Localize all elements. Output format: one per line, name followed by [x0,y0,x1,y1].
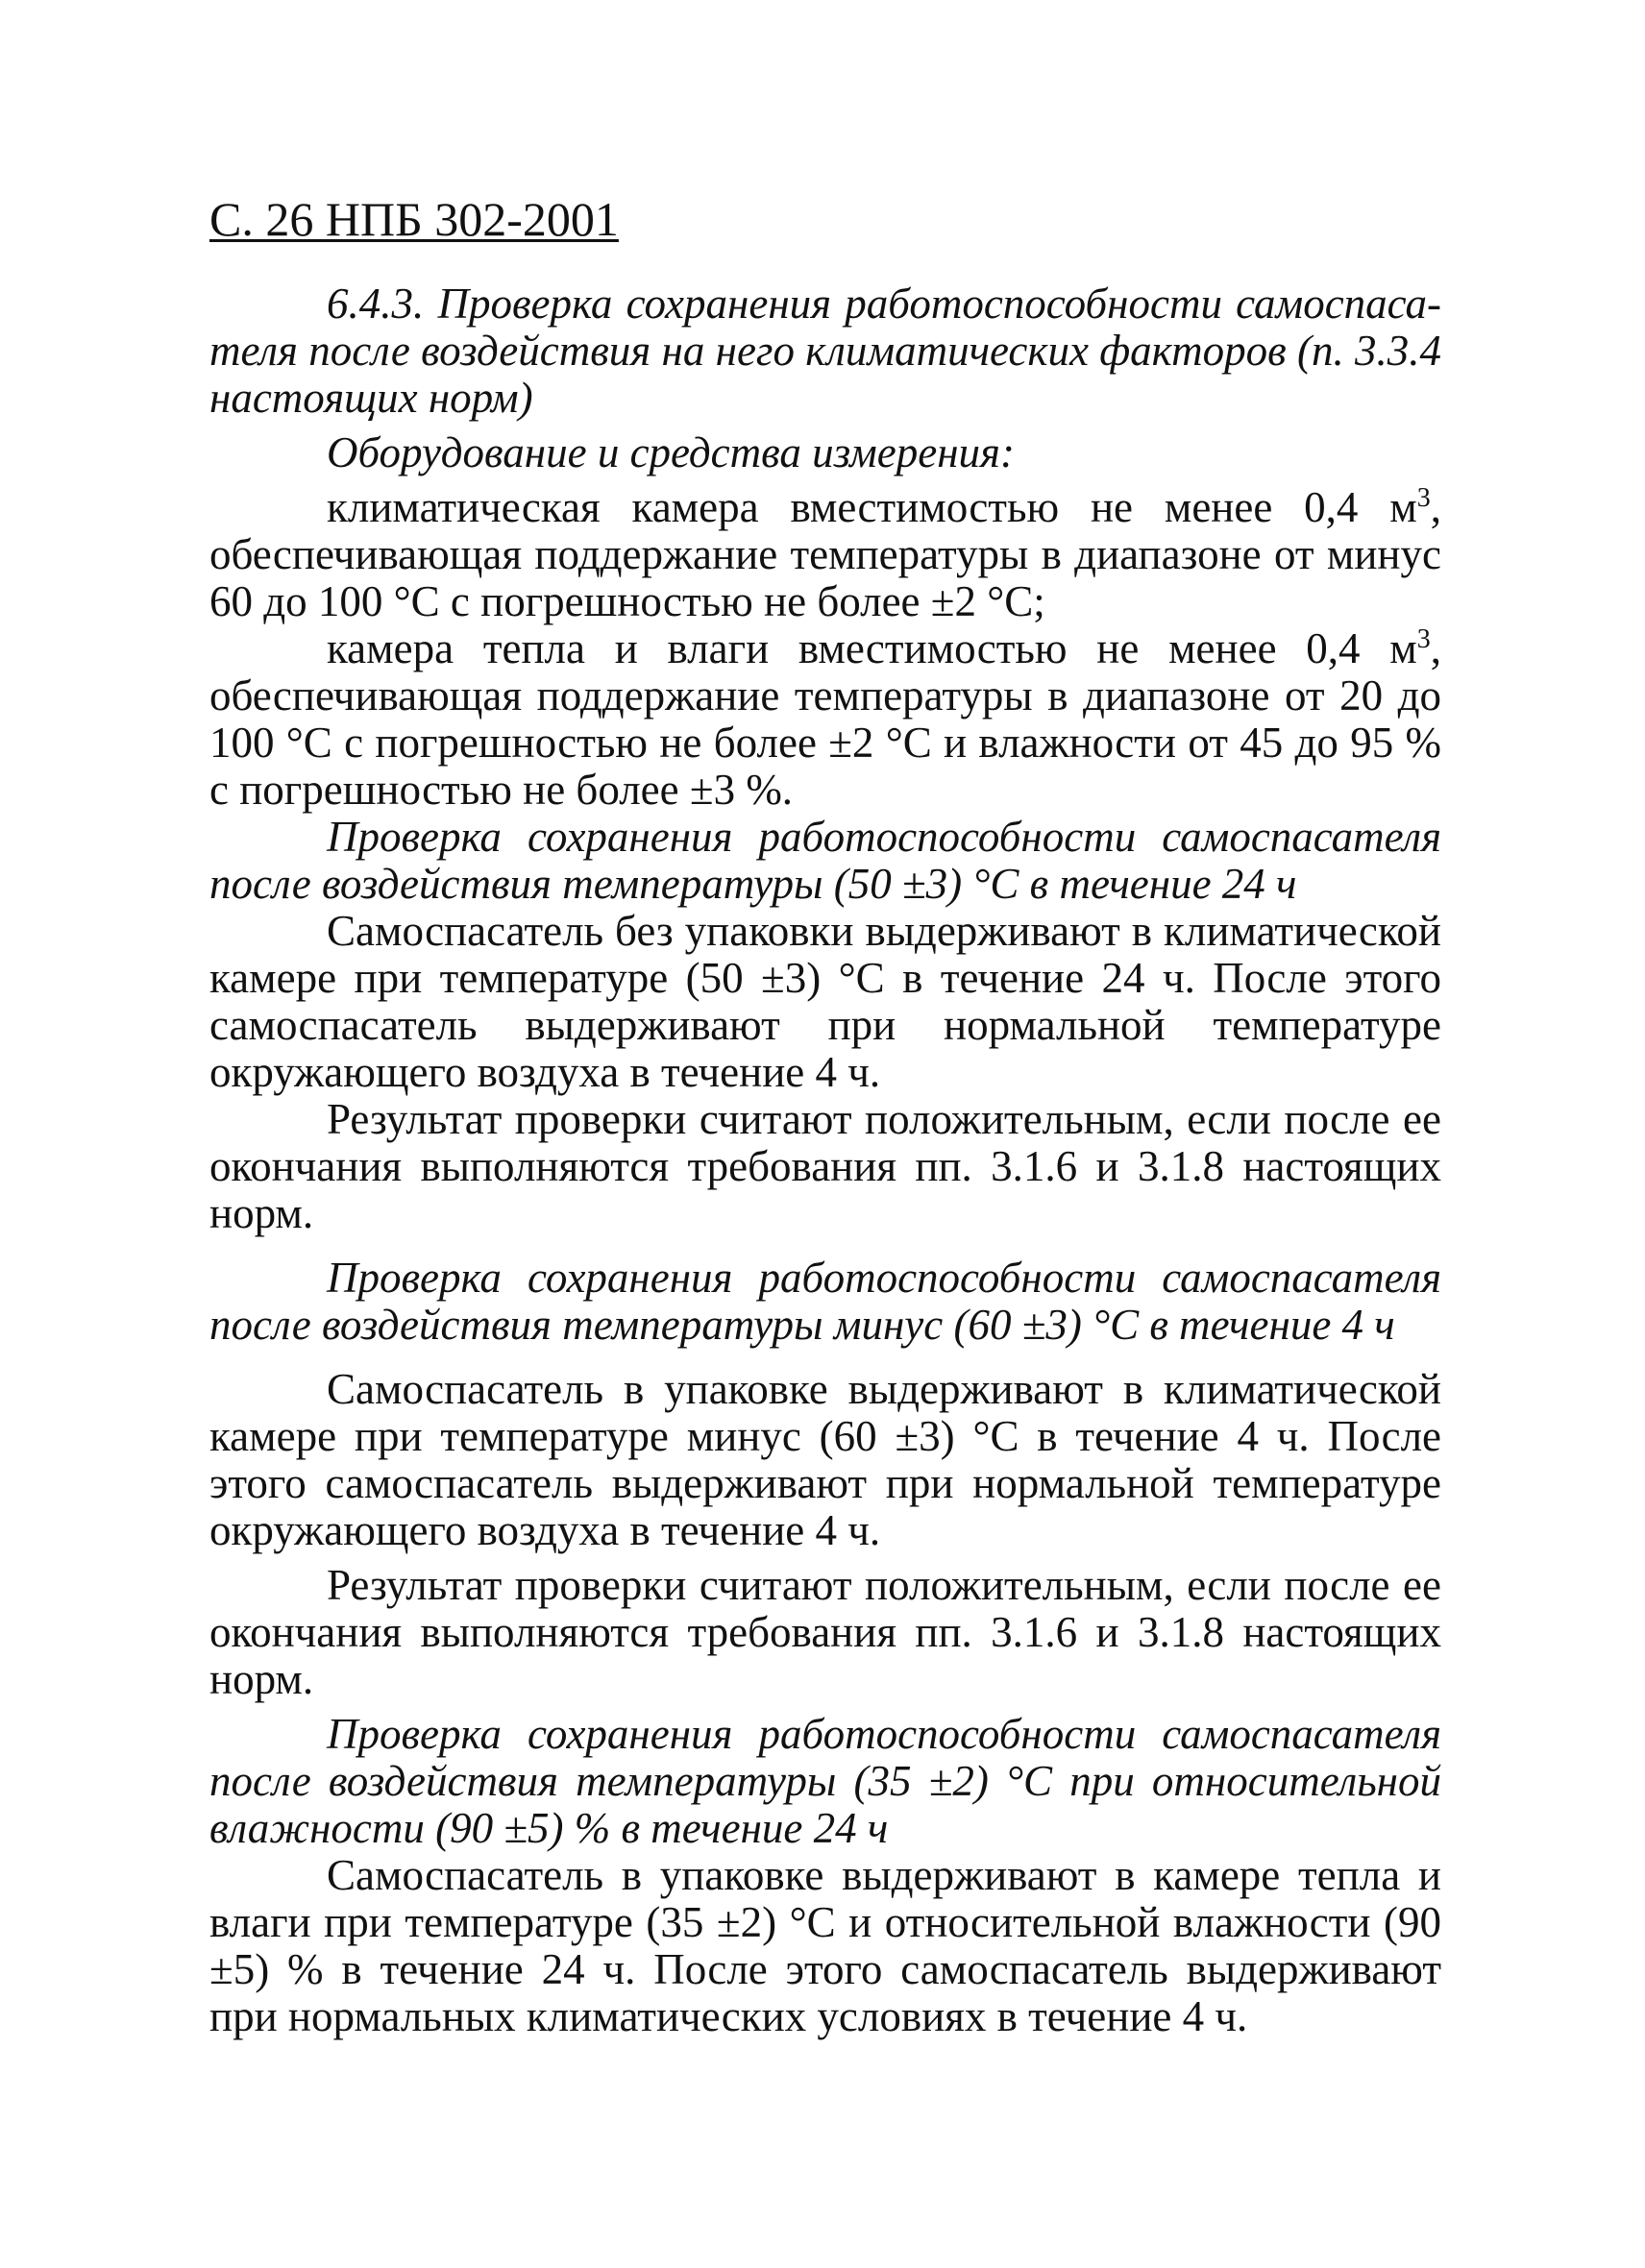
equipment-item-tail: , обеспечивающая поддержание температуры в диапазоне от минус 60 до 100 °С с погрешностью не более ±2 °С; [209,483,1441,625]
superscript: 3 [1416,483,1431,513]
test-title: Проверка сохранения работоспособности самоспасателя после воздействия температуры (50 ±3) °С в течение 24 ч [209,813,1441,908]
superscript: 3 [1416,624,1431,654]
section-title: 6.4.3. Проверка сохранения работоспособности самоспасателя после воздействия на него климатических факторов (п. 3.3.4 настоящих норм) [209,280,1441,422]
equipment-item-text: климатическая камера вместимостью не менее 0,4 м [327,483,1417,531]
equipment-item-tail: , обеспечивающая поддержание температуры в диапазоне от 20 до 100 °С с погрешностью не более ±2 °С и влажности от 45 до 95 % с погрешностью не более ±3 %. [209,624,1441,814]
page-header: С. 26 НПБ 302-2001 [209,192,619,246]
page-content [209,280,1441,2040]
test-title: Проверка сохранения работоспособности самоспасателя после воздействия температуры (35 ±2) °С при относительной влажности (90 ±5) % в течение 24 ч [209,1710,1441,1852]
test-procedure: Самоспасатель в упаковке выдерживают в климатической камере при температуре минус (60 ±3) °С в течение 4 ч. После этого самоспасатель выдерживают при нормальной температуре окружающего воздуха в течение 4 ч. [209,1365,1441,1554]
test-procedure: Самоспасатель в упаковке выдерживают в камере тепла и влаги при температуре (35 ±2) °С и относительной влажности (90 ±5) % в течение 24 ч. После этого самоспасатель выдерживают при нормальных климатических условиях в течение 4 ч. [209,1851,1441,2040]
equipment-item [209,625,1441,814]
equipment-item [209,484,1441,625]
test-title: Проверка сохранения работоспособности самоспасателя после воздействия температуры минус (60 ±3) °С в течение 4 ч [209,1254,1441,1349]
test-procedure: Самоспасатель без упаковки выдерживают в климатической камере при температуре (50 ±3) °С в течение 24 ч. После этого самоспасатель выдерживают при нормальной температуре окружающего воздуха в течение 4 ч. [209,907,1441,1096]
test-result: Результат проверки считают положительным, если после ее окончания выполняются требования пп. 3.1.6 и 3.1.8 настоящих норм. [209,1561,1441,1703]
equipment-heading: Оборудование и средства измерения: [327,428,1015,476]
equipment-item-text: камера тепла и влаги вместимостью не менее 0,4 м [327,624,1417,672]
test-result: Результат проверки считают положительным, если после ее окончания выполняются требования пп. 3.1.6 и 3.1.8 настоящих норм. [209,1095,1441,1237]
